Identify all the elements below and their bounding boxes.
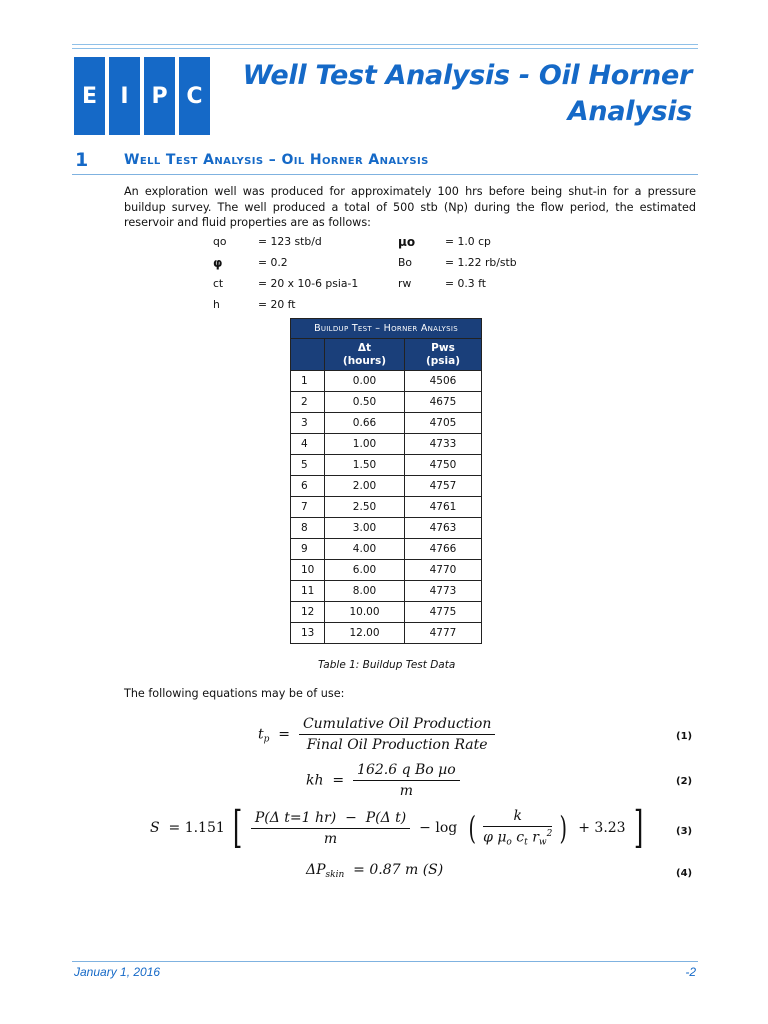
equation-1-denominator: Final Oil Production Rate [306, 737, 488, 753]
intro-paragraph: An exploration well was produced for approximately 100 hrs before being shut-in for a pressure buildup survey. The well produced a total of 500 stb (Np) during the flow period, the estimated reservoir and fluid properties are as follows: [124, 185, 696, 229]
equation-number: (4) [676, 868, 693, 879]
delta-t-cell: 4.00 [325, 539, 405, 560]
pws-cell: 4777 [405, 623, 482, 644]
pws-cell: 4675 [405, 392, 482, 413]
delta-t-cell: 10.00 [325, 602, 405, 623]
equation-1: $t_p$ = $\frac{\text{Cumulative Oil Production}}{\text{Final Oil Production Rate}}$ [258, 716, 495, 753]
logo-letter: C [179, 57, 210, 135]
table-row [291, 434, 482, 455]
buildup-test-table [290, 318, 482, 644]
pws-cell: 4775 [405, 602, 482, 623]
delta-t-cell: 0.00 [325, 371, 405, 392]
property-value: = 1.22 rb/stb [445, 256, 517, 269]
property-value: = 20 ft [258, 298, 296, 311]
equation-4-rhs: 0.87 m (S) [369, 862, 444, 878]
header-rule [72, 48, 698, 49]
equation-3: S = 1.151 [ $\frac{\text{P(Δ t=1 hr) − P(Δ t)}}{m}$ − log ( $\frac{k}{\varphi \mu_o c_t r_w^2}$ ) + 3.23 ] [150, 802, 644, 853]
property-key: µo [398, 235, 416, 249]
pws-cell: 4757 [405, 476, 482, 497]
delta-t-cell: 0.66 [325, 413, 405, 434]
delta-t-cell: 6.00 [325, 560, 405, 581]
pws-cell: 4773 [405, 581, 482, 602]
pws-unit: (psia) [425, 354, 461, 367]
delta-t-cell: 1.50 [325, 455, 405, 476]
property-value: = 123 stb/d [258, 235, 322, 248]
property-value: = 20 x 10-6 psia-1 [258, 277, 359, 290]
row-index-cell: 1 [291, 371, 325, 392]
table-row [291, 560, 482, 581]
property-key: qo [213, 235, 227, 248]
footer-date: January 1, 2016 [74, 965, 161, 979]
delta-t-cell: 2.50 [325, 497, 405, 518]
property-key: rw [398, 277, 412, 290]
logo-letter: E [74, 57, 105, 135]
delta-t-cell: 0.50 [325, 392, 405, 413]
equation-1-numerator: Cumulative Oil Production [299, 716, 495, 735]
row-index-cell: 12 [291, 602, 325, 623]
section-title: Well Test Analysis – Oil Horner Analysis [124, 152, 429, 168]
table-header-caption: Buildup Test – Horner Analysis [291, 319, 482, 339]
pws-label: Pws [431, 341, 455, 354]
row-index-cell: 10 [291, 560, 325, 581]
row-index-cell: 7 [291, 497, 325, 518]
equation-2-numerator: 162.6 q Bo µo [353, 762, 460, 781]
delta-t-cell: 12.00 [325, 623, 405, 644]
property-key: h [213, 298, 220, 311]
table-caption: Table 1: Buildup Test Data [318, 659, 456, 671]
delta-t-cell: 8.00 [325, 581, 405, 602]
row-index-cell: 13 [291, 623, 325, 644]
dt-label: Δt [357, 341, 372, 354]
row-index-cell: 8 [291, 518, 325, 539]
footer-rule [72, 961, 698, 962]
pws-cell: 4763 [405, 518, 482, 539]
table-row [291, 476, 482, 497]
pws-cell: 4750 [405, 455, 482, 476]
equation-number: (3) [676, 826, 693, 837]
table-row [291, 581, 482, 602]
header-rule [72, 44, 698, 45]
section-number: 1 [75, 149, 89, 171]
pws-cell: 4733 [405, 434, 482, 455]
pws-cell: 4506 [405, 371, 482, 392]
delta-t-cell: 3.00 [325, 518, 405, 539]
property-key: φ [213, 256, 223, 270]
table-row [291, 392, 482, 413]
equation-3-coefficient: 1.151 [184, 820, 225, 836]
equation-2: kh = $\frac{\text{162.6 q Bo µo}}{m}$ [306, 762, 460, 799]
table-row [291, 518, 482, 539]
pws-cell: 4761 [405, 497, 482, 518]
equation-number: (2) [676, 776, 693, 787]
footer-page-number: -2 [685, 965, 696, 979]
dt-unit: (hours) [342, 354, 387, 367]
row-index-cell: 9 [291, 539, 325, 560]
pws-cell: 4705 [405, 413, 482, 434]
property-value: = 1.0 cp [445, 235, 491, 248]
title-line-2: Analysis [567, 96, 692, 127]
title-line-1: Well Test Analysis - Oil Horner [242, 60, 692, 91]
property-key: Bo [398, 256, 413, 269]
row-index-cell: 5 [291, 455, 325, 476]
document-title [222, 58, 692, 130]
table-row [291, 623, 482, 644]
logo-letter: P [144, 57, 175, 135]
equation-3-constant: 3.23 [594, 820, 626, 836]
equation-number: (1) [676, 731, 693, 742]
property-key: ct [213, 277, 224, 290]
table-row [291, 497, 482, 518]
table-row [291, 371, 482, 392]
table-row [291, 539, 482, 560]
row-index-cell: 3 [291, 413, 325, 434]
equation-4: $\Delta P_{skin} = 0.87$ m (S) [306, 862, 444, 880]
delta-t-cell: 1.00 [325, 434, 405, 455]
table-header-pws [405, 339, 482, 371]
delta-t-cell: 2.00 [325, 476, 405, 497]
pws-cell: 4766 [405, 539, 482, 560]
table-row [291, 455, 482, 476]
row-index-cell: 2 [291, 392, 325, 413]
table-header-index [291, 339, 325, 371]
table-row [291, 413, 482, 434]
equations-intro: The following equations may be of use: [124, 687, 345, 700]
row-index-cell: 4 [291, 434, 325, 455]
section-rule [72, 174, 698, 175]
row-index-cell: 11 [291, 581, 325, 602]
logo-letter: I [109, 57, 140, 135]
equation-1-fraction [299, 716, 495, 753]
table-row [291, 602, 482, 623]
pws-cell: 4770 [405, 560, 482, 581]
table-header-dt [325, 339, 405, 371]
property-value: = 0.2 [258, 256, 288, 269]
property-value: = 0.3 ft [445, 277, 486, 290]
eipc-logo [74, 57, 214, 135]
row-index-cell: 6 [291, 476, 325, 497]
